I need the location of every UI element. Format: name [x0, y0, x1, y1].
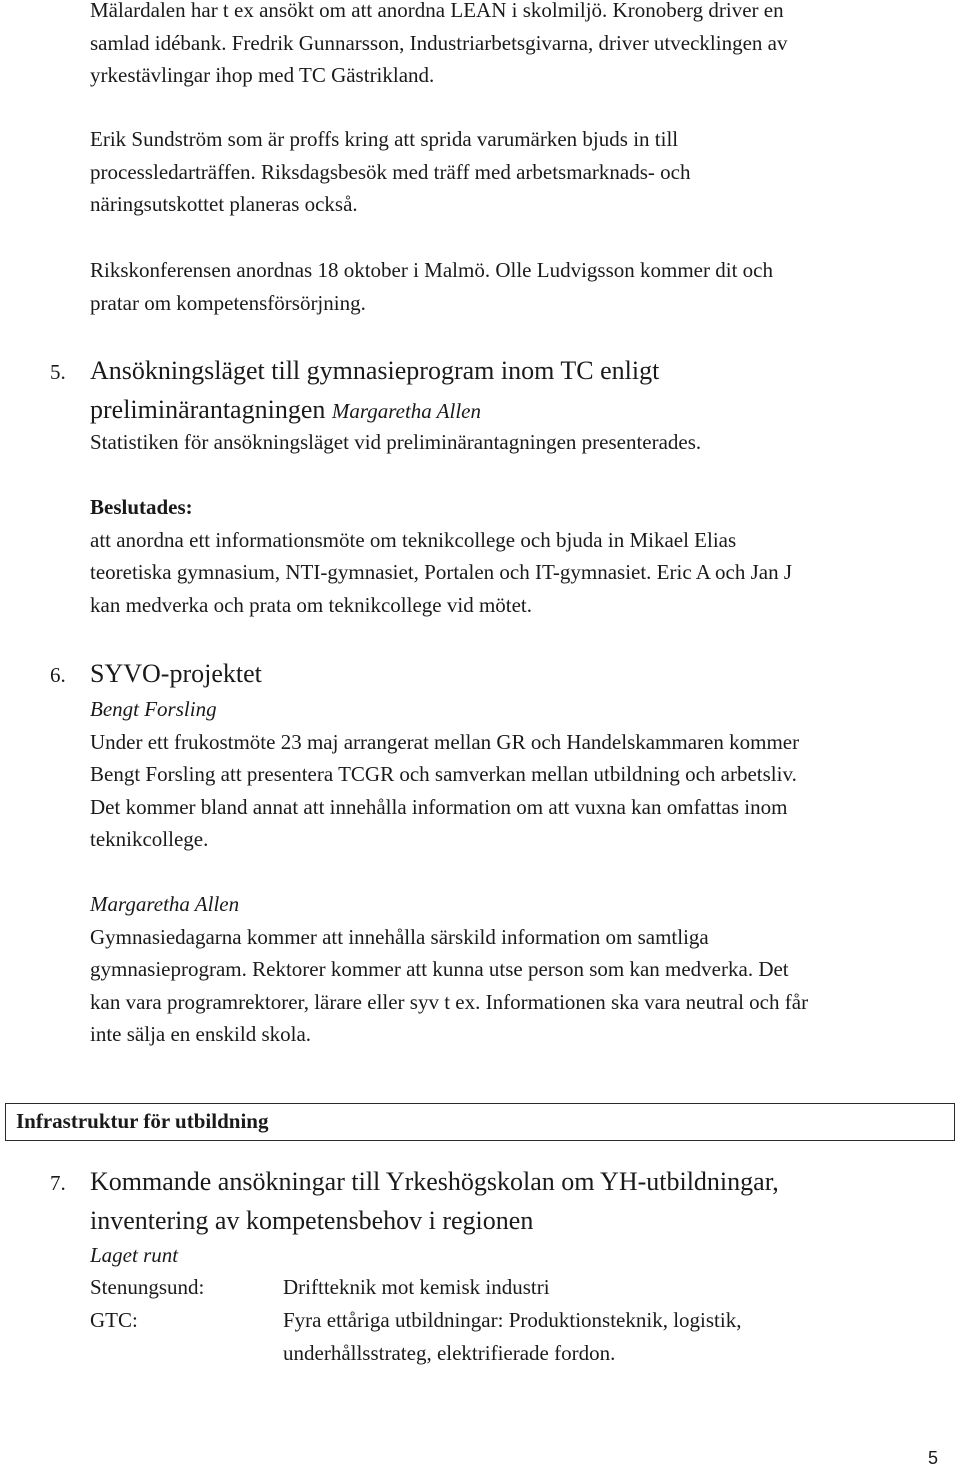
item-5-decision — [90, 491, 935, 621]
text-line: yrkestävlingar ihop med TC Gästrikland. — [90, 63, 435, 87]
presenter-name: Margaretha Allen — [331, 399, 481, 423]
item-title-continued: inventering av kompetensbehov i regionen — [90, 1206, 534, 1235]
intro-paragraph-1 — [90, 0, 935, 92]
row-description: Fyra ettåriga utbildningar: Produktionsteknik, logistik, — [283, 1308, 742, 1332]
text-line: gymnasieprogram. Rektorer kommer att kunna utse person som kan medverka. Det — [90, 957, 789, 981]
text-line: att anordna ett informationsmöte om teknikcollege och bjuda in Mikael Elias — [90, 527, 737, 552]
section-header: Infrastruktur för utbildning — [5, 1103, 955, 1141]
text-line: inte sälja en enskild skola. — [90, 1022, 312, 1046]
text-line: teoretiska gymnasium, NTI-gymnasiet, Portalen och IT-gymnasiet. Eric A och Jan J — [90, 560, 792, 584]
intro-paragraph-2 — [90, 123, 935, 221]
item-number: 7. — [50, 1171, 66, 1195]
item-7-subtitle — [90, 1239, 935, 1272]
item-number: 6. — [50, 663, 66, 687]
subtitle: Laget runt — [90, 1243, 179, 1267]
item-title: Kommande ansökningar till Yrkeshögskolan om YH-utbildningar, — [90, 1167, 779, 1196]
item-title: Ansökningsläget till gymnasieprogram inom TC enligt — [90, 356, 660, 385]
text-line: Rikskonferensen anordnas 18 oktober i Malmö. Olle Ludvigsson kommer dit och — [90, 258, 773, 282]
item-title-continued: preliminärantagningen — [90, 395, 326, 424]
text-line: Det kommer bland annat att innehålla information om att vuxna kan omfattas inom — [90, 794, 788, 819]
row-description-continued: underhållsstrateg, elektrifierade fordon. — [283, 1341, 616, 1365]
item-number: 5. — [50, 360, 66, 384]
decision-label: Beslutades: — [90, 495, 193, 519]
item-5-heading — [50, 352, 930, 430]
text-line: Mälardalen har t ex ansökt om att anordna LEAN i skolmiljö. Kronoberg driver en — [90, 0, 784, 22]
text-line: kan vara programrektorer, lärare eller syv t ex. Informationen ska vara neutral och får — [90, 989, 809, 1014]
text-line: samlad idébank. Fredrik Gunnarsson, Industriarbetsgivarna, driver utvecklingen av — [90, 30, 788, 55]
item-6-part-1 — [90, 693, 935, 856]
item-6-heading — [50, 655, 930, 694]
page-number: 5 — [928, 1448, 939, 1468]
item-7-heading — [50, 1163, 930, 1240]
text-line: teknikcollege. — [90, 827, 209, 851]
intro-paragraph-3 — [90, 254, 935, 319]
text-line: näringsutskottet planeras också. — [90, 192, 358, 216]
item-5-text — [90, 426, 935, 459]
presenter-name: Bengt Forsling — [90, 697, 217, 721]
row-description: Driftteknik mot kemisk industri — [283, 1275, 550, 1299]
presenter-name: Margaretha Allen — [90, 892, 240, 916]
text-line: Statistiken för ansökningsläget vid preliminärantagningen presenterades. — [90, 430, 702, 454]
text-line: Under ett frukostmöte 23 maj arrangerat mellan GR och Handelskammaren kommer — [90, 729, 800, 754]
text-line: Bengt Forsling att presentera TCGR och samverkan mellan utbildning och arbetsliv. — [90, 762, 797, 786]
row-place: GTC: — [90, 1308, 138, 1332]
text-line: kan medverka och prata om teknikcollege vid mötet. — [90, 592, 533, 617]
text-line: processledarträffen. Riksdagsbesök med träff med arbetsmarknads- och — [90, 159, 691, 184]
item-6-part-2 — [90, 888, 935, 1051]
text-line: pratar om kompetensförsörjning. — [90, 290, 366, 315]
row-place: Stenungsund: — [90, 1275, 205, 1299]
item-title: SYVO-projektet — [90, 659, 262, 688]
text-line: Erik Sundström som är proffs kring att sprida varumärken bjuds in till — [90, 127, 679, 151]
text-line: Gymnasiedagarna kommer att innehålla särskild information om samtliga — [90, 924, 709, 949]
